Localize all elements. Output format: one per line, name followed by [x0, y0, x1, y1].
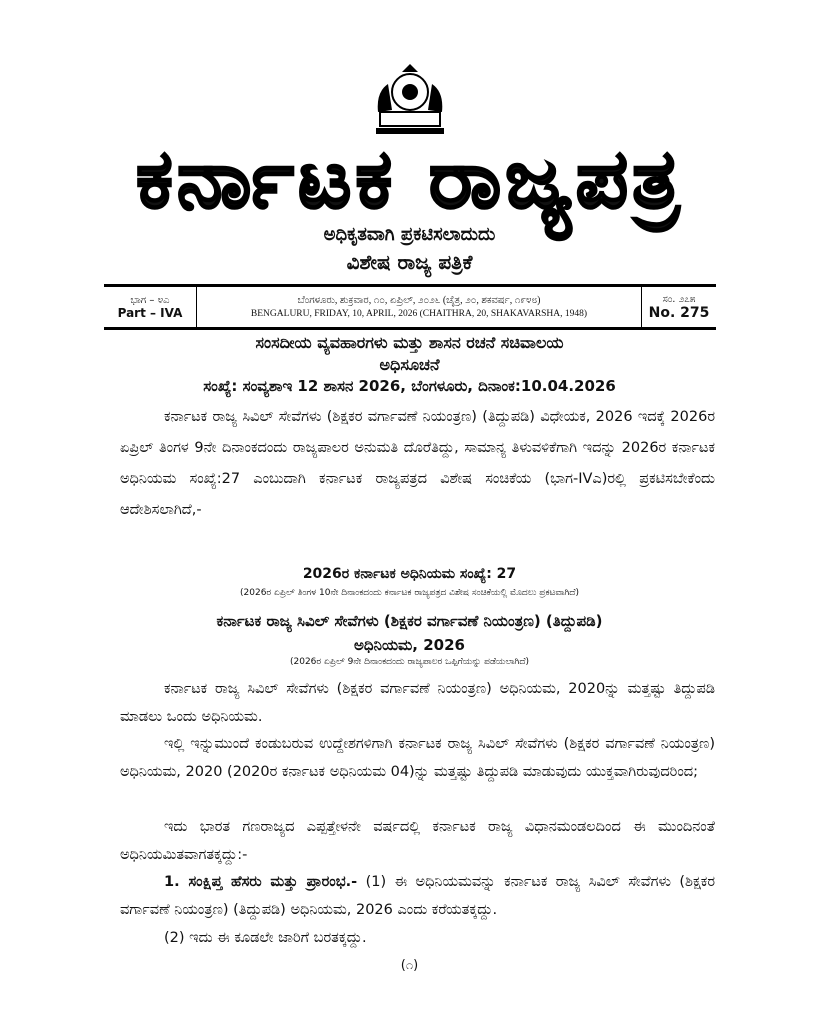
section-1-body: (1) ಈ ಅಧಿನಿಯಮವನ್ನು ಕರ್ನಾಟಕ ರಾಜ್ಯ ಸಿವಿಲ್ ಸೇವೆಗಳು (ಶಿಕ್ಷಕರ ವರ್ಗಾವಣೆ ನಿಯಂತ್ರಣ) (ತಿದ್ದುಪಡಿ) ಅಧಿನಿಯಮ, 2026 ಎಂದು ಕರೆಯತಕ್ಕದ್ದು.	[120, 874, 715, 918]
section-1-2: (2) ಇದು ಈ ಕೂಡಲೇ ಜಾರಿಗೆ ಬರತಕ್ಕದ್ದು.	[164, 930, 367, 946]
date-kn: ಬೆಂಗಳೂರು, ಶುಕ್ರವಾರ, ೧೦, ಏಪ್ರಿಲ್, ೨೦೨೬ (ಚೈತ್ರ, ೨೦, ಶಕವರ್ಷ, ೧೯೪೮)	[297, 295, 541, 306]
assent-note: (2026ರ ಏಪ್ರಿಲ್ 9ನೇ ದಿನಾಂಕದಂದು ರಾಜ್ಯಪಾಲರ ಒಪ್ಪಿಗೆಯನ್ನು ಪಡೆಯಲಾಗಿದೆ)	[289, 657, 530, 667]
masthead-subtitle: ಅಧಿಕೃತವಾಗಿ ಪ್ರಕಟಿಸಲಾದುದು	[323, 224, 496, 245]
notification-body: ಕರ್ನಾಟಕ ರಾಜ್ಯ ಸಿವಿಲ್ ಸೇವೆಗಳು (ಶಿಕ್ಷಕರ ವರ್ಗಾವಣೆ ನಿಯಂತ್ರಣ) (ತಿದ್ದುಪಡಿ) ವಿಧೇಯಕ, 2026 ಇದಕ್ಕೆ 2026ರ ಏಪ್ರಿಲ್ ತಿಂಗಳ 9ನೇ ದಿನಾಂಕದಂದು ರಾಜ್ಯಪಾಲರ ಅನುಮತಿ ದೊರೆತಿದ್ದು, ಸಾಮಾನ್ಯ ತಿಳುವಳಿಕೆಗಾಗಿ ಇದನ್ನು 2026ರ ಕರ್ನಾಟಕ ಅಧಿನಿಯಮ ಸಂಖ್ಯೆ:27 ಎಂಬುದಾಗಿ ಕರ್ನಾಟಕ ರಾಜ್ಯಪತ್ರದ ವಿಶೇಷ ಸಂಚಿಕೆಯ (ಭಾಗ-IVಎ)ರಲ್ಲಿ ಪ್ರಕಟಿಸಬೇಕೆಂದು ಆದೇಶಿಸಲಾಗಿದೆ,-	[120, 409, 715, 518]
department-name: ಸಂಸದೀಯ ವ್ಯವಹಾರಗಳು ಮತ್ತು ಶಾಸನ ರಚನೆ ಸಚಿವಾಲಯ	[255, 333, 564, 352]
act-number: 2026ರ ಕರ್ನಾಟಕ ಅಧಿನಿಯಮ ಸಂಖ್ಯೆ: 27	[302, 566, 517, 582]
page-number: (೧)	[400, 958, 419, 973]
part-kn: ಭಾಗ – ೪ಎ	[130, 294, 170, 306]
notification-heading: ಅಧಿಸೂಚನೆ	[379, 355, 440, 374]
publication-note: (2026ರ ಏಪ್ರಿಲ್ ತಿಂಗಳ 10ನೇ ದಿನಾಂಕದಂದು ಕರ್ನಾಟಕ ರಾಜ್ಯಪತ್ರದ ವಿಶೇಷ ಸಂಚಿಕೆಯಲ್ಲಿ ಮೊದಲು ಪ್ರಕಟವಾಗಿದೆ)	[240, 588, 579, 598]
part-en: Part – IVA	[117, 305, 183, 320]
issue-no-en: No. 275	[648, 304, 710, 321]
section-1	[120, 868, 715, 924]
enacting-clause: ಇದು ಭಾರತ ಗಣರಾಜ್ಯದ ಎಪ್ಪತ್ತೇಳನೇ ವರ್ಷದಲ್ಲಿ ಕರ್ನಾಟಕ ರಾಜ್ಯ ವಿಧಾನಮಂಡಲದಿಂದ ಈ ಮುಂದಿನಂತೆ ಅಧಿನಿಯಮಿತವಾಗತಕ್ಕದ್ದು:-	[120, 819, 715, 863]
issue-no-kn: ಸಂ. ೨೭೫	[662, 293, 696, 305]
act-preamble: ಕರ್ನಾಟಕ ರಾಜ್ಯ ಸಿವಿಲ್ ಸೇವೆಗಳು (ಶಿಕ್ಷಕರ ವರ್ಗಾವಣೆ ನಿಯಂತ್ರಣ) ಅಧಿನಿಯಮ, 2020ನ್ನು ಮತ್ತಷ್ಟು ತಿದ್ದುಪಡಿ ಮಾಡಲು ಒಂದು ಅಧಿನಿಯಮ.	[120, 681, 715, 725]
section-1-heading: 1. ಸಂಕ್ಷಿಪ್ತ ಹೆಸರು ಮತ್ತು ಪ್ರಾರಂಭ.-	[164, 874, 358, 890]
act-title-year: ಅಧಿನಿಯಮ, 2026	[354, 636, 465, 654]
masthead-subtitle-2: ವಿಶೇಷ ರಾಜ್ಯ ಪತ್ರಿಕೆ	[346, 250, 473, 274]
issue-info-strip	[104, 284, 716, 330]
act-title: ಕರ್ನಾಟಕ ರಾಜ್ಯ ಸಿವಿಲ್ ಸೇವೆಗಳು (ಶಿಕ್ಷಕರ ವರ್ಗಾವಣೆ ನಿಯಂತ್ರಣ) (ತಿದ್ದುಪಡಿ)	[216, 612, 603, 630]
date-en: BENGALURU, FRIDAY, 10, APRIL, 2026 (CHAITHRA, 20, SHAKAVARSHA, 1948)	[250, 309, 588, 319]
notification-ref: ಸಂಖ್ಯೆ: ಸಂವ್ಯಶಾಇ 12 ಶಾಸನ 2026, ಬೆಂಗಳೂರು, ದಿನಾಂಕ:10.04.2026	[203, 377, 616, 395]
gazette-masthead: ಕರ್ನಾಟಕ ರಾಜ್ಯಪತ್ರ	[135, 132, 684, 227]
act-recital: ಇಲ್ಲಿ ಇನ್ನುಮುಂದೆ ಕಂಡುಬರುವ ಉದ್ದೇಶಗಳಿಗಾಗಿ ಕರ್ನಾಟಕ ರಾಜ್ಯ ಸಿವಿಲ್ ಸೇವೆಗಳು (ಶಿಕ್ಷಕರ ವರ್ಗಾವಣೆ ನಿಯಂತ್ರಣ) ಅಧಿನಿಯಮ, 2020 (2020ರ ಕರ್ನಾಟಕ ಅಧಿನಿಯಮ 04)ನ್ನು ಮತ್ತಷ್ಟು ತಿದ್ದುಪಡಿ ಮಾಡುವುದು ಯುಕ್ತವಾಗಿರುವುದರಿಂದ;	[120, 736, 715, 780]
